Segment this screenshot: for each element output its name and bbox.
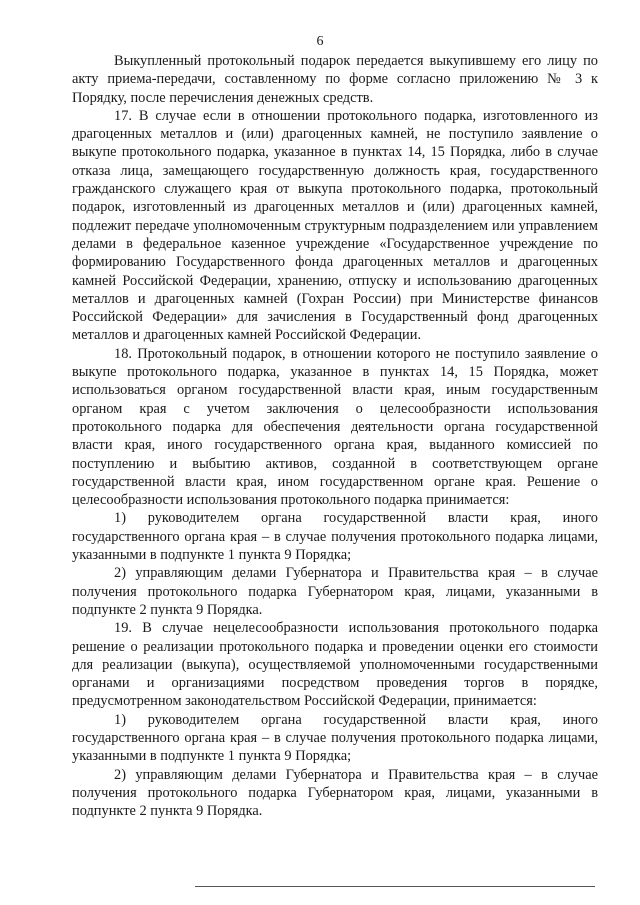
paragraph-18-item-1: 1) руководителем органа государственной власти края, иного государственного органа края – в случае получения протокольного подарка лицами, указанными в подпункте 1 пункта 9 Порядка; <box>72 510 598 564</box>
document-body <box>72 52 598 820</box>
paragraph-17: 17. В случае если в отношении протокольного подарка, изготовленного из драгоценных металлов и (или) драгоценных камней, не поступило заявление о выкупе протокольного подарка, указанное в пунктах 14, 15 Порядка, либо в случае отказа лица, замещающего государственную должность края, государственного гражданского служащего края от выкупа протокольного подарка, протокольный подарок, изготовленный из драгоценных металлов и (или) драгоценных камней, подлежит передаче уполномоченным структурным подразделением или управлением делами в федеральное казенное учреждение «Государственное учреждение по формированию Государственного фонда драгоценных металлов и драгоценных камней Российской Федерации, хранению, отпуску и использованию драгоценных металлов и драгоценных камней (Гохран России) при Министерстве финансов Российской Федерации» для зачисления в Государственный фонд драгоценных металлов и драгоценных камней Российской Федерации. <box>72 107 598 344</box>
paragraph-18: 18. Протокольный подарок, в отношении которого не поступило заявление о выкупе протокольного подарка, указанное в пунктах 14, 15 Порядка, может использоваться органом государственной власти края, иным государственным органом края с учетом заключения о целесообразности использования протокольного подарка для обеспечения деятельности органа государственной власти края, иного государственного органа края, выданного комиссией по поступлению и выбытию активов, созданной в соответствующем органе государственной власти края, ином государственном органе края. Решение о целесообразности использования протокольного подарка принимается: <box>72 345 598 509</box>
paragraph-18-item-2: 2) управляющим делами Губернатора и Правительства края – в случае получения протокольного подарка Губернатором края, лицами, указанными в подпункте 2 пункта 9 Порядка. <box>72 565 598 618</box>
paragraph-19-item-1: 1) руководителем органа государственной власти края, иного государственного органа края – в случае получения протокольного подарка лицами, указанными в подпункте 1 пункта 9 Порядка; <box>72 711 598 765</box>
paragraph-19: 19. В случае нецелесообразности использования протокольного подарка решение о реализации протокольного подарка и проведении оценки его стоимости для реализации (выкупа), осуществляемой уполномоченными государственными органами и организациями посредством проведения торгов в порядке, предусмотренном законодательством Российской Федерации, принимается: <box>72 620 598 710</box>
paragraph-19-item-2: 2) управляющим делами Губернатора и Правительства края – в случае получения протокольного подарка Губернатором края, лицами, указанными в подпункте 2 пункта 9 Порядка. <box>72 766 598 820</box>
page-number: 6 <box>316 34 324 49</box>
bottom-rule <box>195 886 595 887</box>
paragraph-redeemed-gift-transfer: Выкупленный протокольный подарок передается выкупившему его лицу по акту приема-передачи, составленному по форме согласно приложению № 3 к Порядку, после перечисления денежных средств. <box>72 53 598 106</box>
